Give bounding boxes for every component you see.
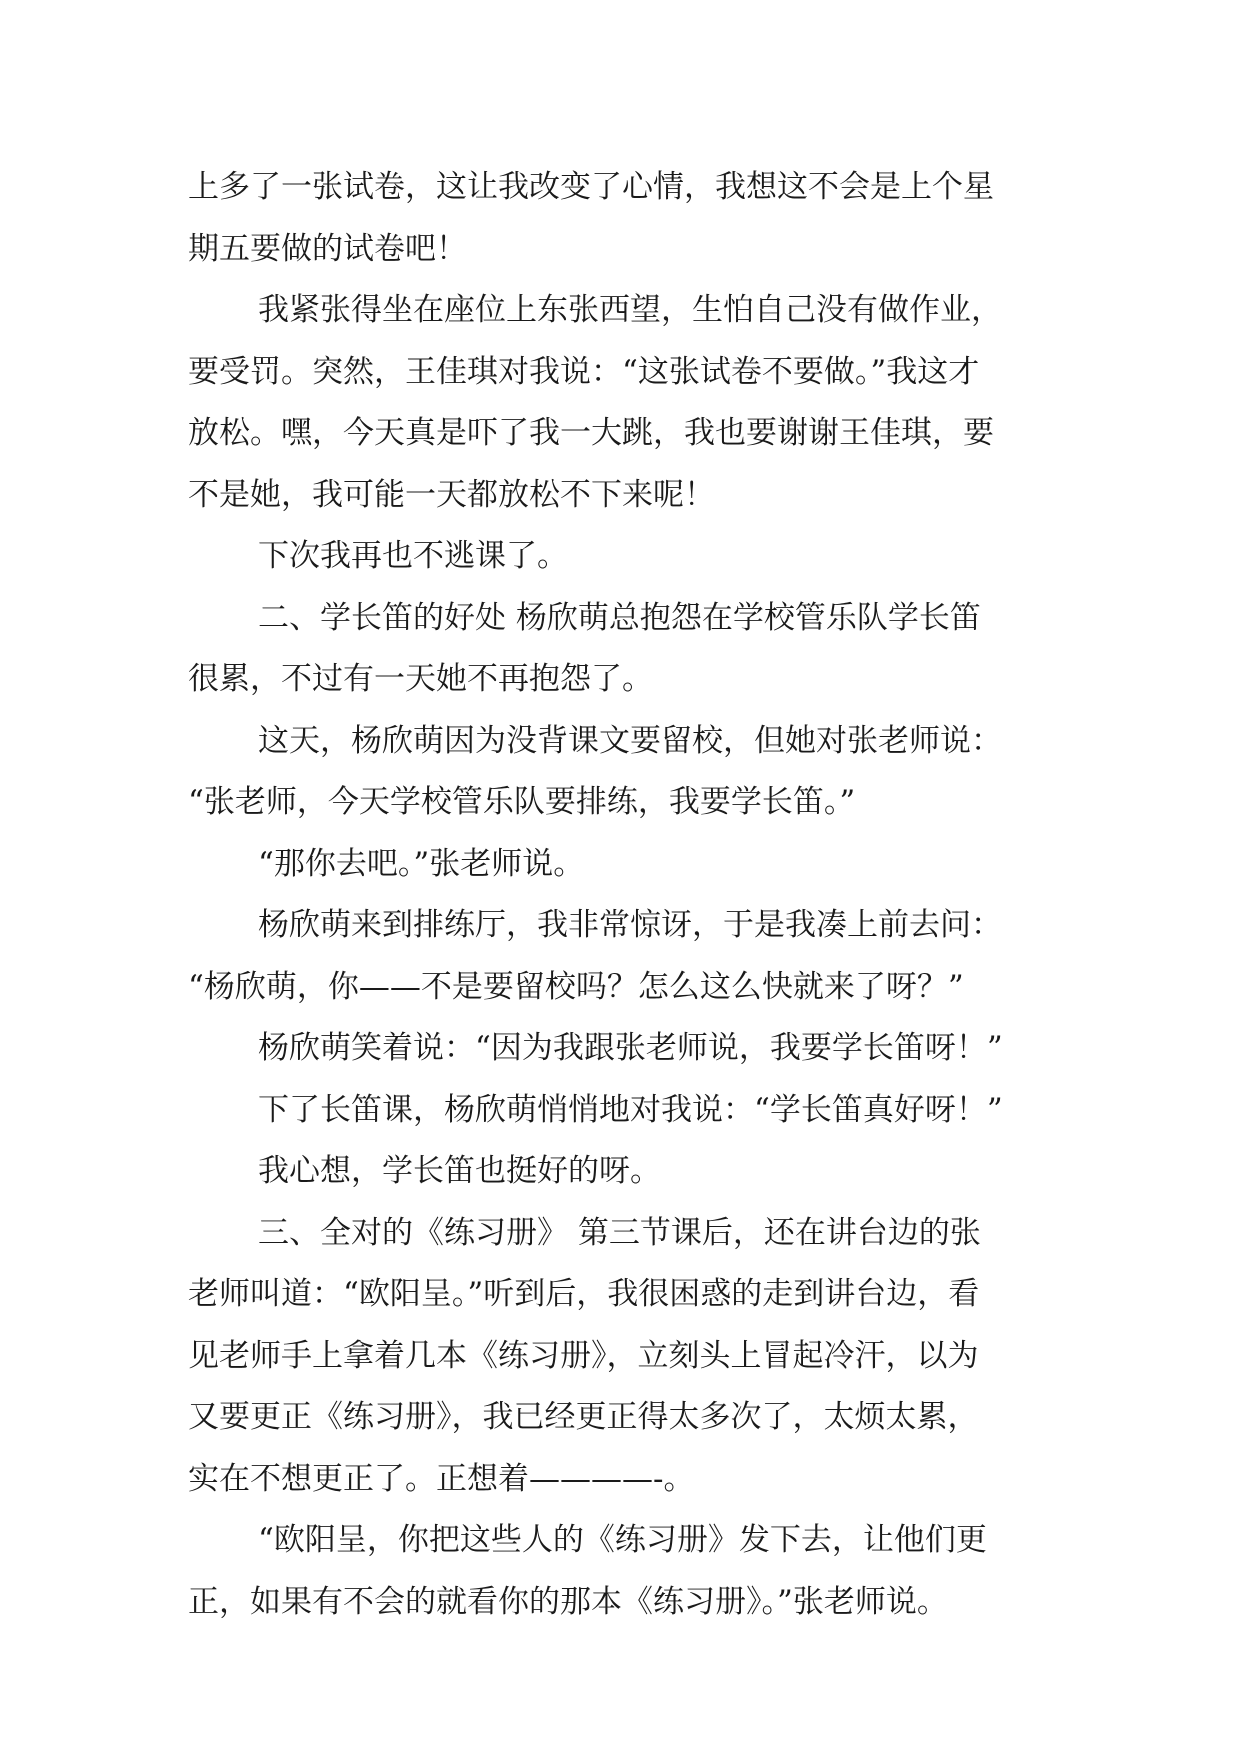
text-line: 老师叫道：“欧阳呈。”听到后，我很困惑的走到讲台边，看 <box>188 1276 980 1312</box>
text-line: 很累，不过有一天她不再抱怨了。 <box>188 661 653 697</box>
text-line: “那你去吧。”张老师说。 <box>258 845 585 882</box>
text-line: 三、全对的《练习册》 第三节课后，还在讲台边的张 <box>258 1214 981 1251</box>
text-line: 二、学长笛的好处 杨欣萌总抱怨在学校管乐队学长笛 <box>258 599 981 636</box>
document-body <box>188 157 1068 1633</box>
text-line: 见老师手上拿着几本《练习册》，立刻头上冒起冷汗，以为 <box>188 1337 979 1374</box>
text-line: 实在不想更正了。正想着————-。 <box>188 1460 695 1497</box>
text-line: “欧阳呈，你把这些人的《练习册》发下去，让他们更 <box>258 1522 987 1558</box>
text-line: 杨欣萌来到排练厅，我非常惊讶，于是我凑上前去问： <box>258 907 1002 943</box>
text-line: 下了长笛课，杨欣萌悄悄地对我说：“学长笛真好呀！” <box>258 1091 1003 1128</box>
text-line: 要受罚。突然，王佳琪对我说：“这张试卷不要做。”我这才 <box>188 353 980 390</box>
text-line: 下次我再也不逃课了。 <box>258 538 568 574</box>
text-line: 正，如果有不会的就看你的那本《练习册》。”张老师说。 <box>188 1583 948 1620</box>
text-line: 我心想，学长笛也挺好的呀。 <box>258 1153 661 1189</box>
text-line: “张老师，今天学校管乐队要排练，我要学长笛。” <box>188 784 856 820</box>
text-line: “杨欣萌，你——不是要留校吗？怎么这么快就来了呀？” <box>188 968 964 1005</box>
text-line: 又要更正《练习册》，我已经更正得太多次了，太烦太累， <box>188 1399 979 1435</box>
text-line: 上多了一张试卷，这让我改变了心情，我想这不会是上个星 <box>188 169 994 205</box>
text-line: 这天，杨欣萌因为没背课文要留校，但她对张老师说： <box>258 722 1002 759</box>
text-line: 期五要做的试卷吧！ <box>188 230 467 267</box>
text-line: 放松。嘿，今天真是吓了我一大跳，我也要谢谢王佳琪，要 <box>188 415 994 451</box>
text-line: 杨欣萌笑着说：“因为我跟张老师说，我要学长笛呀！” <box>258 1030 1003 1066</box>
text-line: 我紧张得坐在座位上东张西望，生怕自己没有做作业， <box>258 292 1002 328</box>
text-line: 不是她，我可能一天都放松不下来呢！ <box>188 476 715 513</box>
